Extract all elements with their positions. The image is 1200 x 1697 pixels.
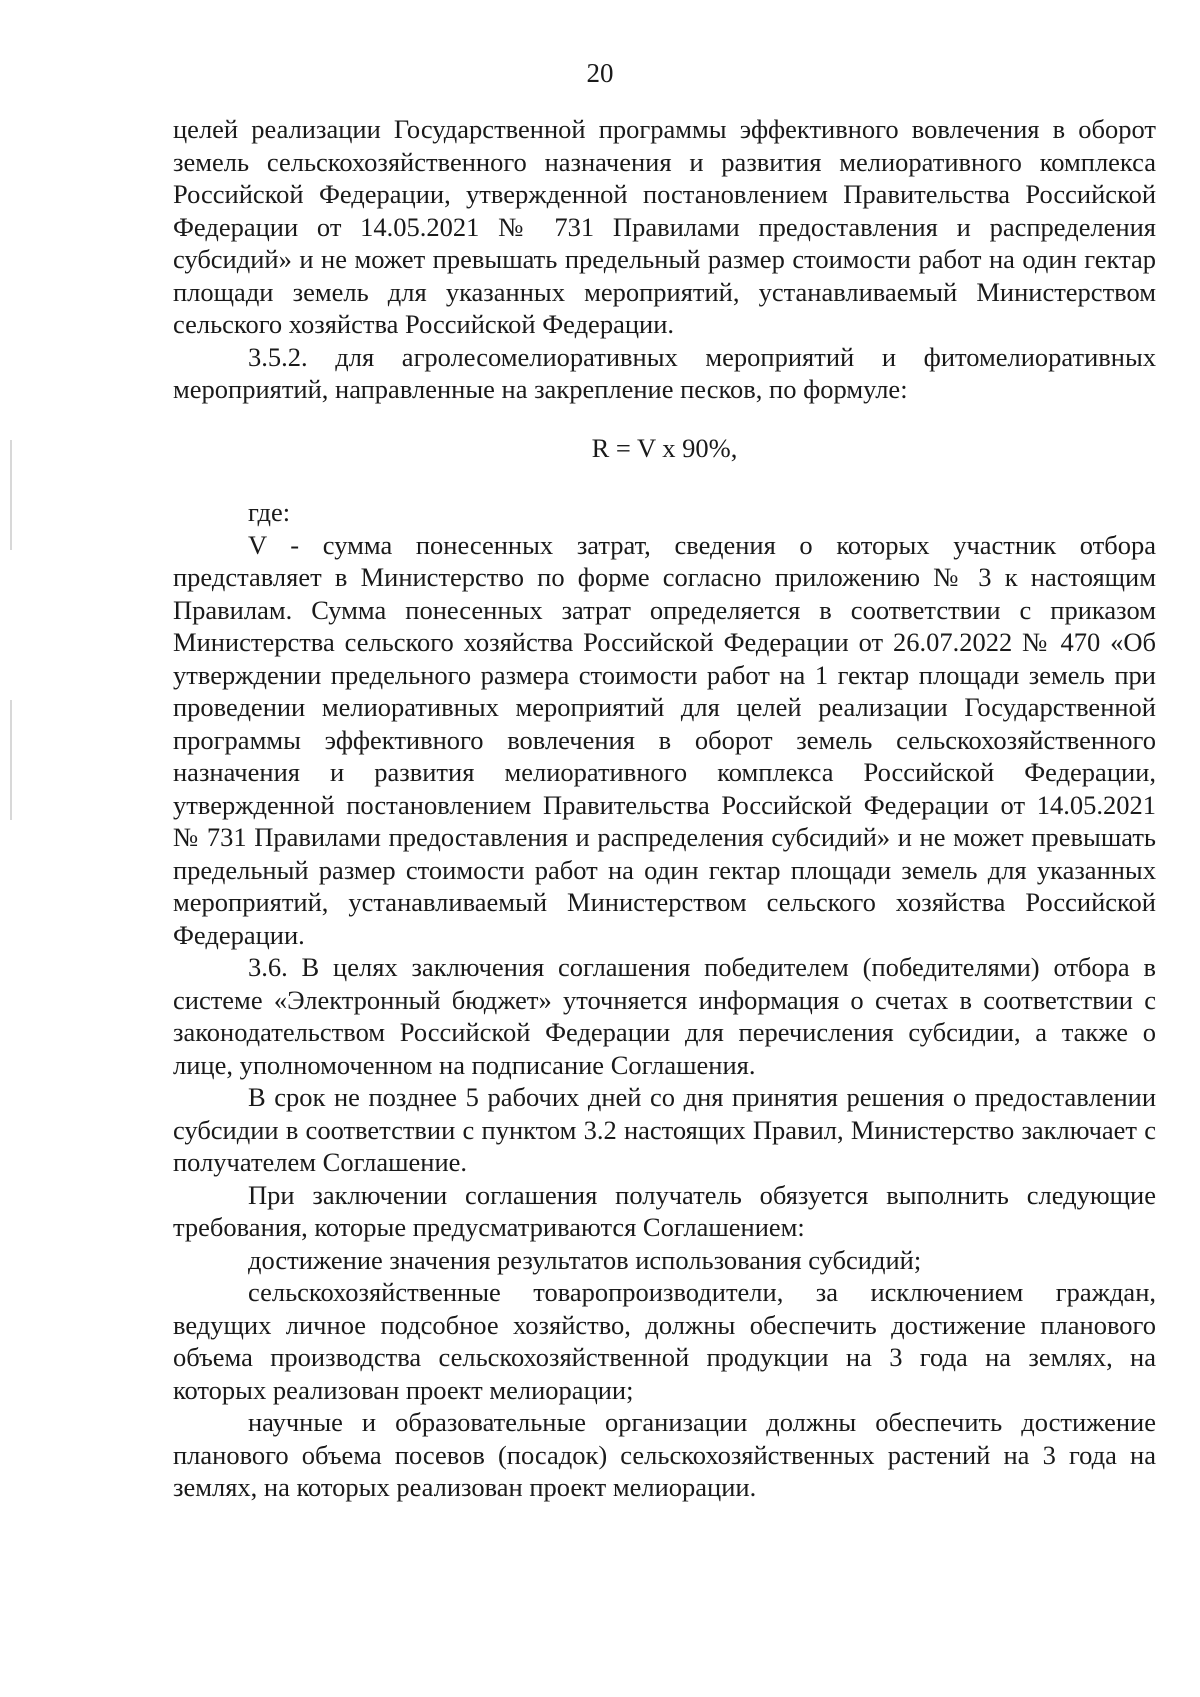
where-label: где: — [248, 497, 291, 527]
page-number: 20 — [586, 58, 614, 88]
scan-edge-mark — [10, 440, 12, 550]
paragraph-3-5-2: 3.5.2. для агролесомелиоративных мероприятий и фитомелиоративных мероприятий, направленные на закрепление песков, по формуле: — [173, 341, 1156, 404]
formula: R = V x 90%, — [591, 433, 738, 463]
requirement-item: сельскохозяйственные товаропроизводители, за исключением граждан, ведущих личное подсобное хозяйство, должны обеспечить достижение планового объема производства сельскохозяйственной продукции на 3 года на землях, на которых реализован проект мелиорации; — [173, 1277, 1156, 1405]
paragraph-3-6: 3.6. В целях заключения соглашения победителем (победителями) отбора в системе «Электронный бюджет» уточняется информация о счетах в соответствии с законодательством Российской Федерации для перечисления субсидии, а также о лице, уполномоченном на подписание Соглашения. — [173, 952, 1156, 1080]
paragraph-continuation: целей реализации Государственной программы эффективного вовлечения в оборот земель сельскохозяйственного назначения и развития мелиоративного комплекса Российской Федерации, утвержденной постановлением Правительства Российской Федерации от 14.05.2021 № 731 Правилами предоставления и распределения субсидий» и не может превышать предельный размер стоимости работ на один гектар площади земель для указанных мероприятий, устанавливаемый Министерством сельского хозяйства Российской Федерации. — [173, 114, 1156, 339]
paragraph-agreement-term: В срок не позднее 5 рабочих дней со дня принятия решения о предоставлении субсидии в соответствии с пунктом 3.2 настоящих Правил, Министерство заключает с получателем Соглашение. — [173, 1082, 1156, 1177]
requirement-item: достижение значения результатов использования субсидий; — [248, 1244, 922, 1275]
requirement-item: научные и образовательные организации должны обеспечить достижение планового объема посевов (посадок) сельскохозяйственных растений на 3 года на землях, на которых реализован проект мелиорации. — [173, 1407, 1156, 1502]
document-body-top — [173, 113, 1156, 406]
formula-block — [173, 432, 1156, 465]
scan-edge-mark — [10, 700, 12, 820]
paragraph-requirements-intro: При заключении соглашения получатель обязуется выполнить следующие требования, которые предусматриваются Соглашением: — [173, 1179, 1156, 1242]
paragraph-v-definition: V - сумма понесенных затрат, сведения о которых участник отбора представляет в Министерство по форме согласно приложению № 3 к настоящим Правилам. Сумма понесенных затрат определяется в соответствии с приказом Министерства сельского хозяйства Российской Федерации от 26.07.2022 № 470 «Об утверждении предельного размера стоимости работ на 1 гектар площади земель при проведении мелиоративных мероприятий для целей реализации Государственной программы эффективного вовлечения в оборот земель сельскохозяйственного назначения и развития мелиоративного комплекса Российской Федерации, утвержденной постановлением Правительства Российской Федерации от 14.05.2021 № 731 Правилами предоставления и распределения субсидий» и не может превышать предельный размер стоимости работ на один гектар площади земель для указанных мероприятий, устанавливаемый Министерством сельского хозяйства Российской Федерации. — [173, 529, 1156, 950]
document-body-bottom — [173, 496, 1156, 1504]
